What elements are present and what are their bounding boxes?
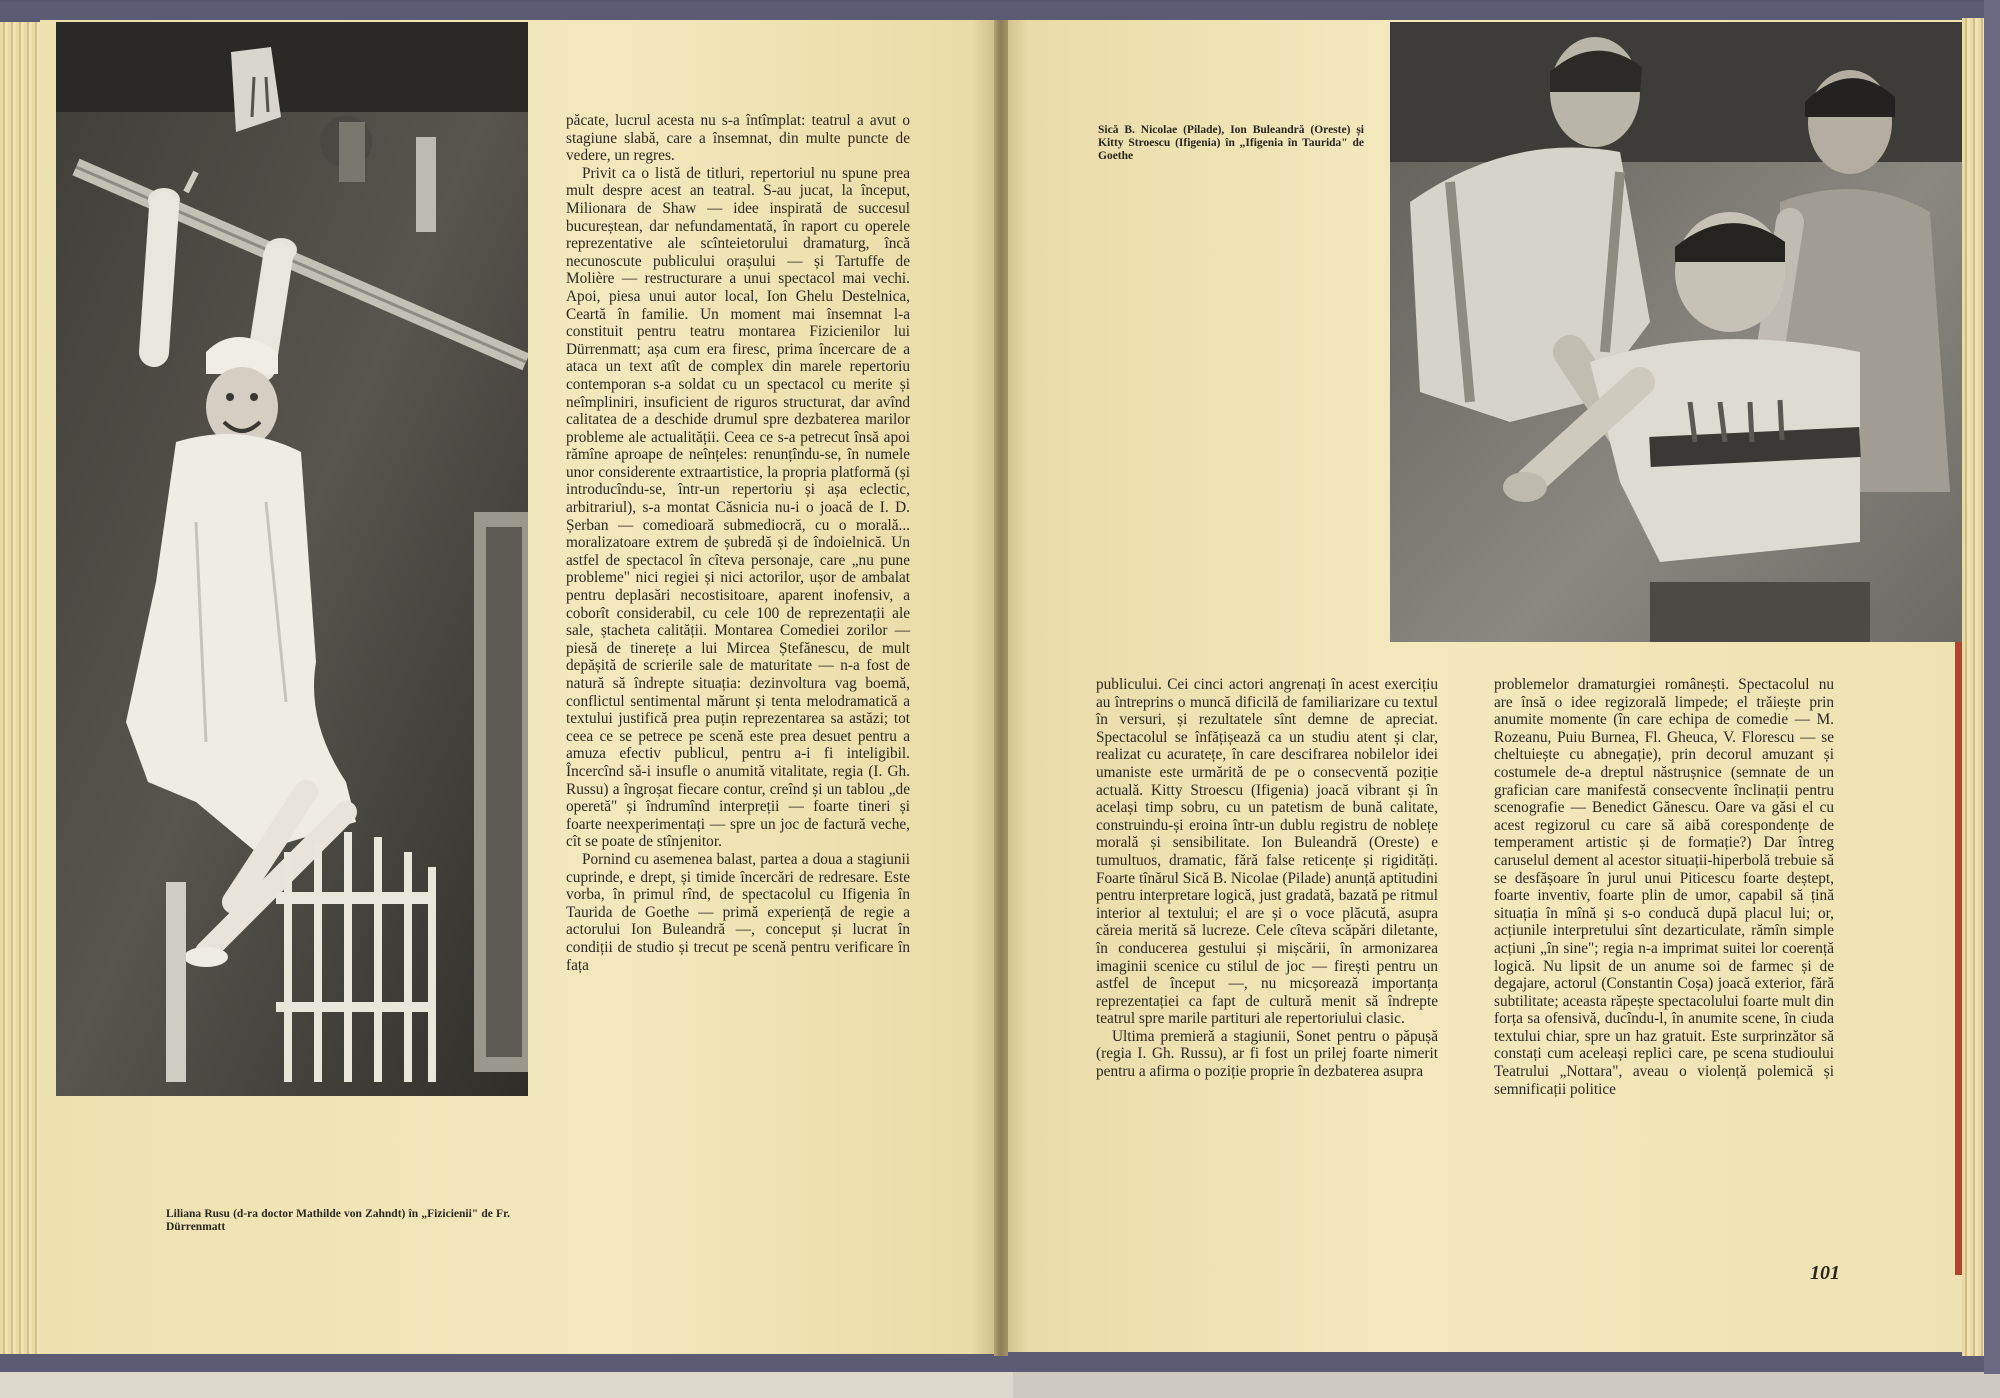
page-number: 101: [1810, 1262, 1840, 1284]
right-photo-illustration: [1390, 22, 1962, 642]
right-photo-caption: Sică B. Nicolae (Pilade), Ion Buleandră (Oreste) și Kitty Stroescu (Ifigenia) în „Ifigenia în Taurida" de Goethe: [1098, 124, 1364, 162]
desk-gap: [1013, 1372, 2000, 1398]
book-gutter: [994, 20, 1008, 1356]
desk-surface: [0, 1372, 2000, 1398]
paragraph: problemelor dramaturgiei românești. Spectacolul nu are însă o idee regizorală limpede; el trăiește prin anumite momente (în care echipa de comedie — M. Rozeanu, Puiu Burnea, Fl. Gheuca, V. Florescu — se cheltuiește cu abnegație), prin decorul amuzant și costumele de-a dreptul năstrușnice (semnate de un grafician care manifestă consecvente înclinații pentru scenografie — Benedict Gănescu. Oare va găsi el cu acest regizorul cu care să aibă corespondențe de temperament artistic și de formație?) Dar întreg caruselul dement al acestor situații-hiperbolă trebuie să se desfășoare în jurul unui Piticescu foarte deștept, foarte inventiv, foarte plin de umor, capabil să țină situația în mînă și s-o conducă după placul lui; or, acțiunile interpretului sînt dezarticulate, rămîn simple acțiuni „în sine"; regia n-a imprimat suitei lor coerență logică. Nu lipsit de un anume soi de farmec și de degajare, actorul (Constantin Coșa) joacă exterior, fără subtilitate; aceasta răpește spectacolului foarte mult din forța sa ofensivă, ducîndu-l, în anumite scene, în ciuda textului chiar, spre un haz gratuit. Este surprinzător să constați cum aceleași replici care, pe scena studioului Teatrului „Nottara", aveau o violență polemică și semnificații politice: [1494, 676, 1834, 1098]
right-page-text-column-2: [1494, 676, 1834, 1098]
left-photo-caption: Liliana Rusu (d-ra doctor Mathilde von Zahndt) în „Fizicienii" de Fr. Dürrenmatt: [166, 1208, 510, 1233]
right-photo: [1390, 22, 1962, 642]
right-page-edges: [1962, 18, 1984, 1356]
paragraph: Ultima premieră a stagiunii, Sonet pentru o păpușă (regia I. Gh. Russu), ar fi fost un prilej foarte nimerit pentru a afirma o poziție proprie în dezbaterea asupra: [1096, 1027, 1438, 1081]
paragraph: Pornind cu asemenea balast, partea a doua a stagiunii cuprinde, e drept, și timide încercări de redresare. Este vorba, în primul rînd, de spectacolul cu Ifigenia în Taurida de Goethe — primă experiență de regie a actorului Ion Buleandră —, conceput și lucrat în condiții de studio și trecut pe scenă pentru verificare în fața: [566, 850, 910, 974]
paragraph: publicului. Cei cinci actori angrenați în acest exercițiu au întreprins o muncă dificilă de familiarizare cu textul în versuri, și rezultatele sînt demne de apreciat. Spectacolul se înfățișează ca un studiu atent și clar, realizat cu acuratețe, în care descifrarea nobilelor idei umaniste este urmărită de pe o consecventă poziție actuală. Kitty Stroescu (Ifigenia) joacă vibrant și în același timp sobru, cu un patetism de bună calitate, construindu-și eroina într-un dublu registru de noblețe morală și sensibilitate. Ion Buleandră (Oreste) e tumultuos, dramatic, fără false reticențe și rigidități. Foarte tînărul Sică B. Nicolae (Pilade) anunță aptitudini pentru interpretare logică, just gradată, bazată pe ritmul interior al textului; el are și o voce plăcută, asupra căreia merită să lucreze. Cele cîteva scăpări diletante, în conducerea gestului și mișcării, în armonizarea imaginii scenice cu stilul de joc — firești pentru un astfel de început —, nu micșorează importanța reprezentației ca fapt de cultură menit să îndrepte teatrul spre marile partituri ale repertoriului clasic.: [1096, 676, 1438, 1028]
paragraph: Privit ca o listă de titluri, repertoriul nu spune prea mult despre acest an teatral. S-au jucat, la început, Milionara de Shaw — idee inspirată de succesul bucureștean, dar nefundamentată, în raport cu operele reprezentative ale scînteietorului dramaturg, încă necunoscute publicului orașului — și Tartuffe de Molière — restructurare a unui spectacol mai vechi. Apoi, piesa unui autor local, Ion Ghelu Destelnica, Ceartă în familie. Un moment mai însemnat l-a constituit pentru teatru montarea Fizicienilor lui Dürrenmatt; așa cum era firesc, prima încercare de a ataca un text atît de complex din marele repertoriu contemporan s-a soldat cu un spectacol cu merite și neîmpliniri, insuficient de riguros structurat, dar avînd calitatea de a deschide drumul spre dezbaterea marilor probleme ale actualității. Ceea ce s-a petrecut însă apoi rămîne aproape de neînțeles: renunțîndu-se, în numele unor considerente extraartistice, la propria platformă (și introducîndu-se, într-un repertoriu și așa eclectic, arbitrariul), s-a montat Căsnicia nu-i o joacă de I. D. Șerban — comedioară submediocră, cu o morală... moralizatoare extrem de șubredă și de îndoielnică. Un astfel de spectacol în cîteva personaje, care „nu pune probleme" nici regiei și nici actorilor, ușor de ambalat pentru deplasări necostisitoare, aparent inofensiv, a coborît considerabil, cu cele 100 de reprezentații ale sale, ștacheta calității. Montarea Comediei zorilor — piesă de tinerețe a lui Mircea Ștefănescu, de mult depășită de scrierile sale de maturitate — n-a fost de natură să îndrepte situația: dezinvoltura vag boemă, conflictul sentimental mărunt și tenta melodramatică a textului justifică prea puțin reprezentarea sa astăzi; tot ceea ce se petrece pe scenă este prea desuet pentru a amuza efectiv publicul, pentru a-i fi inteligibil. Încercînd să-i insufle o anumită vitalitate, regia (I. Gh. Russu) a îngroșat fiecare contur, creînd și un tablou „de operetă" și îndrumînd interpreții — foarte tineri și foarte neexperimentați — spre un joc de factură veche, cît se poate de stînjenitor.: [566, 164, 910, 851]
right-page-text-column-1: [1096, 676, 1438, 1081]
left-page-text-column: [566, 112, 910, 974]
cover-edge-right: [1984, 0, 2000, 1374]
left-photo-illustration: [56, 22, 528, 1096]
left-photo: [56, 22, 528, 1096]
paragraph: păcate, lucrul acesta nu s-a întîmplat: teatrul a avut o stagiune slabă, care a însemnat, din multe puncte de vedere, un regres.: [566, 112, 910, 165]
